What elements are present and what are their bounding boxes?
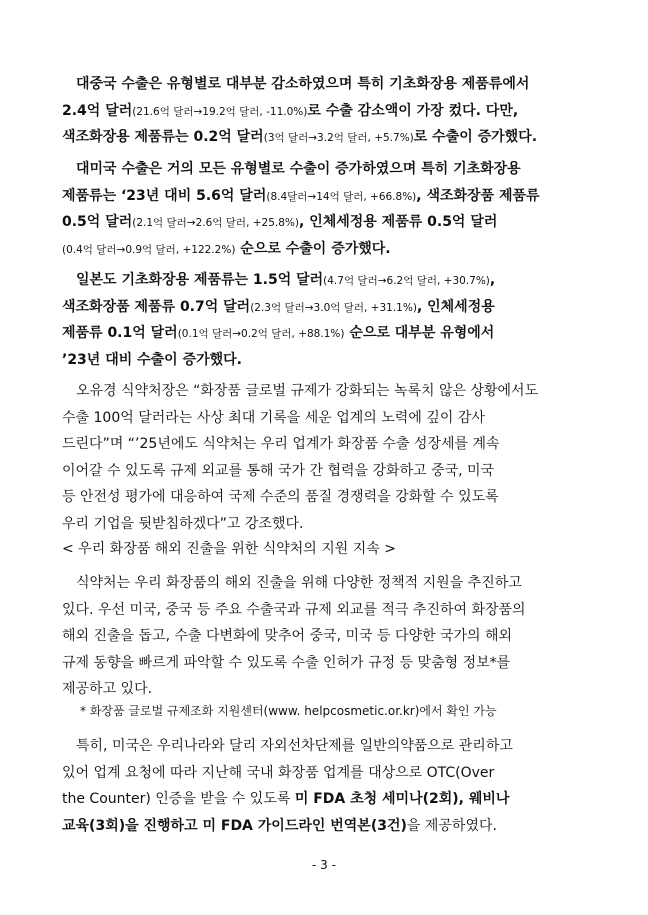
paragraph-line: 수출 100억 달러라는 사상 최대 기록을 세운 업계의 노력에 깊이 감사: [62, 409, 485, 426]
text-run: 교육(3회)을 진행하고 미 FDA 가이드라인 번역본(3건): [62, 817, 407, 834]
text-run: 을 제공하였다.: [406, 817, 497, 834]
text-run: (0.4억 달러→0.9억 달러, +122.2%): [62, 243, 236, 256]
text-run: 미 FDA 초청 세미나(2회), 웨비나: [294, 791, 510, 807]
text-run: 일본도 기초화장용 제품류는 1.5억 달러: [76, 272, 324, 288]
text-run: 순으로 수출이 증가했다.: [235, 240, 391, 257]
text-run: (21.6억 달러→19.2억 달러, -11.0%): [132, 105, 308, 118]
paragraph-line: 대중국 수출은 유형별로 대부분 감소하였으며 특히 기초화장용 제품류에서: [76, 76, 530, 92]
paragraph-line: [62, 124, 592, 151]
text-run: (8.4달러→14억 달러, +66.8%): [266, 190, 417, 203]
paragraph-japan-exports: [62, 267, 592, 373]
paragraph-china-exports: [62, 71, 592, 151]
paragraph-line: 있다. 우선 미국, 중국 등 주요 수출국과 규제 외교를 적극 추진하여 화장품의: [62, 601, 526, 618]
paragraph-line: 대미국 수출은 거의 모든 유형별로 수출이 증가하였으며 특히 기초화장용: [76, 161, 521, 177]
paragraph-line: [62, 813, 592, 840]
paragraph-line: 우리 기업을 뒷받침하겠다”고 강조했다.: [62, 515, 304, 532]
text-run: (4.7억 달러→6.2억 달러, +30.7%): [323, 275, 490, 287]
text-run: 제품류 0.1억 달러: [62, 325, 178, 341]
text-run: 색조화장품 제품류 0.7억 달러: [62, 298, 251, 315]
paragraph-line: [62, 209, 592, 236]
paragraph-line: 이어갈 수 있도록 규제 외교를 통해 국가 간 협력을 강화하고 중국, 미국: [62, 462, 495, 479]
section-heading: < 우리 화장품 해외 진출을 위한 식약처의 지원 지속 >: [62, 541, 396, 557]
paragraph-line: 오유경 식약처장은 “화장품 글로벌 규제가 강화되는 녹록치 않은 상황에서도: [76, 383, 539, 399]
text-run: 순으로 대부분 유형에서: [344, 325, 495, 341]
paragraph-line: [62, 98, 592, 125]
paragraph-mfds-support: [62, 570, 592, 703]
paragraph-line: ’23년 대비 수출이 증가했다.: [62, 351, 242, 368]
text-run: 제품류는 ‘23년 대비 5.6억 달러: [62, 187, 267, 204]
footnote: * 화장품 글로벌 규제조화 지원센터(www. helpcosmetic.or.kr)에서 확인 가능: [80, 704, 497, 718]
paragraph-us-exports: [62, 156, 592, 262]
text-run: the Counter) 인증을 받을 수 있도록: [62, 791, 295, 807]
text-run: 2.4억 달러: [62, 102, 133, 119]
page-number: - 3 -: [312, 858, 336, 872]
text-run: 0.5억 달러: [62, 214, 133, 230]
paragraph-line: [62, 320, 592, 347]
paragraph-line: 해외 진출을 돕고, 수출 다변화에 맞추어 중국, 미국 등 다양한 국가의 해외: [62, 628, 513, 644]
text-run: , 인체세정용: [416, 298, 495, 315]
paragraph-line: 제공하고 있다.: [62, 681, 153, 697]
paragraph-line: 특히, 미국은 우리나라와 달리 자외선차단제를 일반의약품으로 관리하고: [76, 738, 513, 754]
paragraph-line: 드린다”며 “’25년에도 식약처는 우리 업계가 화장품 수출 성장세를 계속: [62, 436, 500, 452]
paragraph-line: [62, 294, 592, 321]
text-run: ,: [489, 272, 496, 288]
paragraph-minister-quote: [62, 378, 592, 537]
paragraph-line: 등 안전성 평가에 대응하여 국제 수준의 품질 경쟁력을 강화할 수 있도록: [62, 489, 499, 505]
text-run: (2.1억 달러→2.6억 달러, +25.8%): [132, 217, 299, 229]
paragraph-line: 규제 동향을 빠르게 파악할 수 있도록 수출 인허가 규정 등 맞춤형 정보*를: [62, 654, 511, 671]
paragraph-us-otc-support: [62, 733, 592, 839]
text-run: , 색조화장품 제품류: [416, 187, 540, 204]
paragraph-line: 있어 업계 요청에 따라 지난해 국내 화장품 업계를 대상으로 OTC(Over: [62, 764, 495, 781]
text-run: 로 수출이 증가했다.: [413, 129, 538, 145]
paragraph-line: [62, 236, 592, 263]
paragraph-line: [62, 267, 592, 294]
paragraph-line: 식약처는 우리 화장품의 해외 진출을 위해 다양한 정책적 지원을 추진하고: [76, 575, 522, 591]
text-run: (0.1억 달러→0.2억 달러, +88.1%): [177, 328, 345, 340]
text-run: , 인체세정용 제품류 0.5억 달러: [299, 214, 498, 230]
text-run: 로 수출 감소액이 가장 컸다. 다만,: [307, 102, 519, 119]
text-run: (3억 달러→3.2억 달러, +5.7%): [263, 132, 414, 144]
paragraph-line: [62, 183, 592, 210]
text-run: 색조화장용 제품류는 0.2억 달러: [62, 129, 264, 145]
paragraph-line: [62, 786, 592, 813]
text-run: (2.3억 달러→3.0억 달러, +31.1%): [250, 301, 417, 314]
